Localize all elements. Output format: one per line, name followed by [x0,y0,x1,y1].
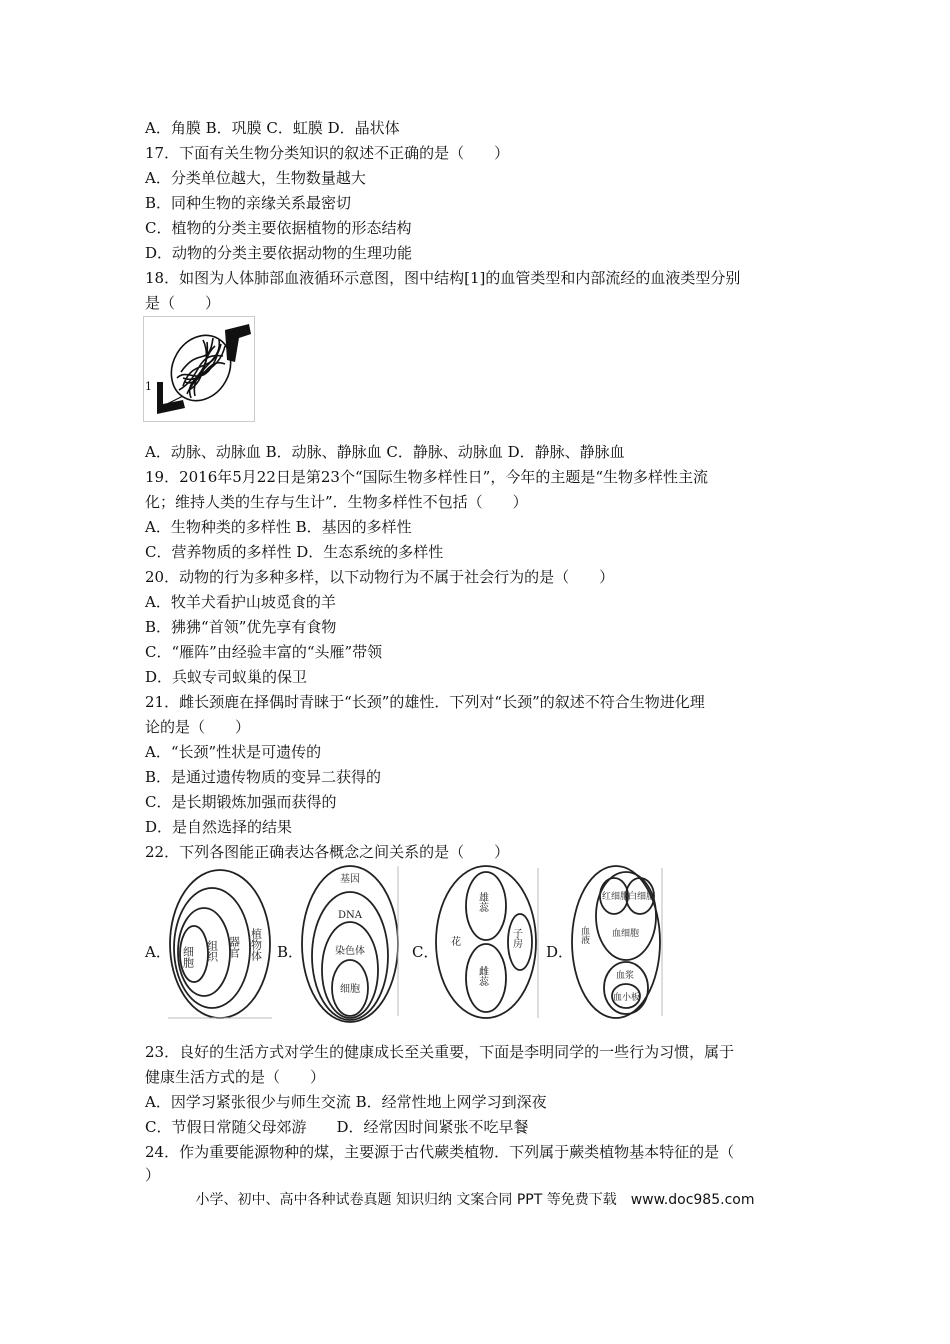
option-line: A．因学习紧张很少与师生交流 B．经常性地上网学习到深夜 [145,1093,547,1111]
label-platelet: 血小板 [613,993,641,1003]
label-flower: 花 [448,936,460,946]
concept-diagram-c [434,862,540,1022]
question-22: 22．下列各图能正确表达各概念之间关系的是（ ） [145,843,510,861]
label-gene: 基因 [340,874,360,885]
option-line: C．节假日常随父母郊游 D．经常因时间紧张不吃早餐 [145,1118,529,1136]
label-organ: 器官 [227,936,241,958]
option-line: A．分类单位越大，生物数量越大 [145,169,366,187]
option-line: C．营养物质的多样性 D．生态系统的多样性 [145,543,444,561]
question-20: 20．动物的行为多种多样，以下动物行为不属于社会行为的是（ ） [145,568,615,586]
question-17: 17．下面有关生物分类知识的叙述不正确的是（ ） [145,144,510,162]
figure-label-1: 1 [145,380,152,393]
label-tissue: 组织 [205,940,219,962]
option-line: D．是自然选择的结果 [145,818,293,836]
question-23-cont: 健康生活方式的是（ ） [145,1068,326,1086]
question-23: 23．良好的生活方式对学生的健康成长至关重要，下面是李明同学的一些行为习惯，属于 [145,1043,735,1061]
page-footer: 小学、初中、高中各种试卷真题 知识归纳 文案合同 PPT 等免费下载 www.doc985.com [195,1192,755,1208]
option-line: D．动物的分类主要依据动物的生理功能 [145,244,413,262]
question-19-cont: 化；维持人类的生存与生计”．生物多样性不包括（ ） [145,493,528,511]
option-line: B．同种生物的亲缘关系最密切 [145,194,352,212]
option-line: C．“雁阵”由经验丰富的“头雁”带领 [145,643,383,661]
concept-diagram-a [168,864,272,1020]
label-cell: 细胞 [181,946,195,968]
label-blood-cells: 血细胞 [612,929,640,939]
option-line: D．兵蚁专司蚁巢的保卫 [145,668,308,686]
fig22-label-a: A． [145,943,171,961]
fig22-label-c: C． [412,943,439,961]
label-pistil: 雌蕊 [476,966,488,986]
option-line: A．生物种类的多样性 B．基因的多样性 [145,518,412,536]
label-plant: 植物体 [249,928,263,961]
question-21-cont: 论的是（ ） [145,718,251,736]
label-cell-b: 细胞 [340,984,360,995]
concept-diagram-d [570,862,664,1020]
label-wbc: 白细胞 [628,892,656,902]
label-chromosome: 染色体 [335,946,365,957]
label-dna: DNA [338,910,362,921]
fig22-label-b: B． [277,943,304,961]
question-21: 21．雌长颈鹿在择偶时青睐于“长颈”的雄性．下列对“长颈”的叙述不符合生物进化理 [145,693,705,711]
text-line: A．角膜 B．巩膜 C．虹膜 D．晶状体 [145,119,400,137]
option-line: C．植物的分类主要依据植物的形态结构 [145,219,412,237]
question-18-options: A．动脉、动脉血 B．动脉、静脉血 C．静脉、动脉血 D．静脉、静脉血 [145,443,625,461]
label-ovary: 子房 [510,928,522,948]
label-plasma: 血浆 [616,971,635,981]
option-line: A．牧羊犬看护山坡觅食的羊 [145,593,336,611]
question-18: 18．如图为人体肺部血液循环示意图，图中结构[1]的血管类型和内部流经的血液类型分别 [145,269,741,287]
option-line: A．“长颈”性状是可遗传的 [145,743,322,761]
lung-circulation-figure [143,316,255,422]
question-18-cont: 是（ ） [145,294,221,312]
label-stamen: 雄蕊 [476,892,488,912]
question-24: 24．作为重要能源物种的煤，主要源于古代蕨类植物．下列属于蕨类植物基本特征的是（ [145,1143,735,1161]
option-line: C．是长期锻炼加强而获得的 [145,793,337,811]
option-line: B．狒狒“首领”优先享有食物 [145,618,337,636]
question-24-cont: ） [145,1166,161,1184]
label-blood: 血液 [579,926,589,944]
concept-diagram-b [300,860,402,1024]
question-19: 19．2016年5月22日是第23个“国际生物多样性日”，今年的主题是“生物多样性主流 [145,468,708,486]
fig22-label-d: D． [546,943,574,961]
option-line: B．是通过遗传物质的变异二获得的 [145,768,382,786]
label-rbc: 红细胞 [602,892,630,902]
